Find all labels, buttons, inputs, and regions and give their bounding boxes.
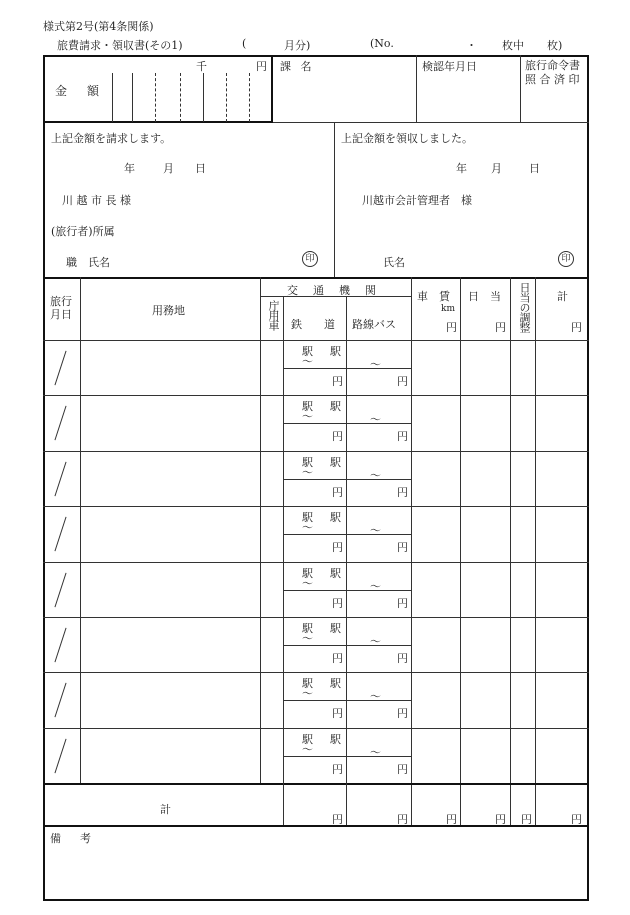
station-to-label: 駅 bbox=[330, 567, 341, 580]
fare-header: 車 賃 bbox=[417, 290, 450, 303]
railway-yen-unit: 円 bbox=[332, 763, 343, 776]
travel-order-checked-label: 照 合 済 印 bbox=[525, 73, 580, 86]
daily-header: 日 当 bbox=[468, 290, 501, 303]
station-from-label: 駅 bbox=[302, 511, 313, 524]
bus-yen-unit: 円 bbox=[397, 541, 408, 554]
yen-unit: 円 bbox=[256, 60, 267, 73]
bus-tilde: ～ bbox=[370, 413, 381, 426]
sheet-label: 枚中 bbox=[502, 39, 524, 52]
bus-yen-unit: 円 bbox=[397, 652, 408, 665]
summary-total-yen: 円 bbox=[571, 813, 582, 826]
bus-tilde: ～ bbox=[370, 469, 381, 482]
railway-header: 鉄 道 bbox=[291, 318, 335, 331]
receiver-name-label: 氏名 bbox=[383, 256, 405, 269]
railway-tilde: ～ bbox=[302, 577, 313, 590]
remarks-label: 備 考 bbox=[50, 832, 95, 845]
daily-yen-unit: 円 bbox=[495, 321, 506, 334]
station-to-label: 駅 bbox=[330, 622, 341, 635]
railway-tilde: ～ bbox=[302, 743, 313, 756]
request-day: 日 bbox=[195, 162, 206, 175]
travel-date-header: 旅行月日 bbox=[50, 295, 72, 321]
daily-adjust-header: 日当の調整 bbox=[518, 282, 531, 332]
station-to-label: 駅 bbox=[330, 400, 341, 413]
form-number: 様式第2号(第4条関係) bbox=[43, 20, 154, 33]
month-paren-open: ( bbox=[242, 37, 247, 50]
station-from-label: 駅 bbox=[302, 456, 313, 469]
station-from-label: 駅 bbox=[302, 345, 313, 358]
summary-adjust-yen: 円 bbox=[521, 813, 532, 826]
bus-header: 路線バス bbox=[352, 318, 396, 331]
railway-yen-unit: 円 bbox=[332, 486, 343, 499]
receipt-statement: 上記金額を領収しました。 bbox=[341, 132, 473, 145]
station-from-label: 駅 bbox=[302, 622, 313, 635]
railway-yen-unit: 円 bbox=[332, 541, 343, 554]
request-seal-icon: 印 bbox=[302, 251, 318, 267]
total-yen-unit: 円 bbox=[571, 321, 582, 334]
bus-tilde: ～ bbox=[370, 690, 381, 703]
summary-railway-yen: 円 bbox=[332, 813, 343, 826]
railway-tilde: ～ bbox=[302, 355, 313, 368]
fare-km-unit: km bbox=[441, 304, 455, 314]
number-dot: ・ bbox=[466, 39, 477, 52]
bus-tilde: ～ bbox=[370, 580, 381, 593]
railway-tilde: ～ bbox=[302, 521, 313, 534]
station-from-label: 駅 bbox=[302, 400, 313, 413]
addressee-mayor: 川 越 市 長 様 bbox=[62, 194, 131, 207]
month-label: 月分) bbox=[284, 39, 311, 52]
railway-tilde: ～ bbox=[302, 410, 313, 423]
section-label: 課 名 bbox=[280, 60, 315, 73]
station-to-label: 駅 bbox=[330, 345, 341, 358]
railway-yen-unit: 円 bbox=[332, 707, 343, 720]
request-statement: 上記金額を請求します。 bbox=[51, 132, 172, 145]
receipt-day: 日 bbox=[529, 162, 540, 175]
form-frame bbox=[43, 55, 589, 901]
form-title: 旅費請求・領収書(その1) bbox=[57, 39, 183, 52]
railway-tilde: ～ bbox=[302, 632, 313, 645]
fare-yen-unit: 円 bbox=[446, 321, 457, 334]
station-to-label: 駅 bbox=[330, 677, 341, 690]
bus-tilde: ～ bbox=[370, 746, 381, 759]
bus-tilde: ～ bbox=[370, 635, 381, 648]
summary-total-label: 計 bbox=[160, 803, 171, 816]
station-to-label: 駅 bbox=[330, 456, 341, 469]
travel-order-label: 旅行命令書 bbox=[525, 59, 580, 72]
addressee-accountant: 川越市会計管理者 様 bbox=[362, 194, 472, 207]
total-header: 計 bbox=[557, 290, 568, 303]
station-from-label: 駅 bbox=[302, 567, 313, 580]
traveler-title-name: 職 氏名 bbox=[66, 256, 110, 269]
office-car-header: 庁用車 bbox=[267, 300, 280, 330]
bus-yen-unit: 円 bbox=[397, 375, 408, 388]
receipt-month: 月 bbox=[491, 162, 502, 175]
bus-tilde: ～ bbox=[370, 524, 381, 537]
station-from-label: 駅 bbox=[302, 677, 313, 690]
thousand-unit: 千 bbox=[196, 60, 207, 73]
request-month: 月 bbox=[163, 162, 174, 175]
receipt-year: 年 bbox=[456, 162, 467, 175]
number-label: (No. bbox=[370, 37, 394, 50]
summary-bus-yen: 円 bbox=[397, 813, 408, 826]
station-to-label: 駅 bbox=[330, 733, 341, 746]
railway-yen-unit: 円 bbox=[332, 430, 343, 443]
receipt-seal-icon: 印 bbox=[558, 251, 574, 267]
station-to-label: 駅 bbox=[330, 511, 341, 524]
bus-yen-unit: 円 bbox=[397, 430, 408, 443]
amount-label: 金 額 bbox=[55, 84, 104, 98]
bus-yen-unit: 円 bbox=[397, 597, 408, 610]
summary-daily-yen: 円 bbox=[495, 813, 506, 826]
railway-yen-unit: 円 bbox=[332, 375, 343, 388]
sheet-total: 枚) bbox=[547, 39, 563, 52]
traveler-affiliation: (旅行者)所属 bbox=[51, 225, 115, 238]
bus-yen-unit: 円 bbox=[397, 486, 408, 499]
railway-tilde: ～ bbox=[302, 687, 313, 700]
bus-tilde: ～ bbox=[370, 358, 381, 371]
business-place-header: 用務地 bbox=[152, 304, 185, 317]
inspection-label: 検認年月日 bbox=[422, 60, 477, 73]
summary-fare-yen: 円 bbox=[446, 813, 457, 826]
bus-yen-unit: 円 bbox=[397, 707, 408, 720]
bus-yen-unit: 円 bbox=[397, 763, 408, 776]
railway-yen-unit: 円 bbox=[332, 597, 343, 610]
transport-header: 交 通 機 関 bbox=[287, 284, 378, 297]
railway-yen-unit: 円 bbox=[332, 652, 343, 665]
request-year: 年 bbox=[124, 162, 135, 175]
station-from-label: 駅 bbox=[302, 733, 313, 746]
railway-tilde: ～ bbox=[302, 466, 313, 479]
